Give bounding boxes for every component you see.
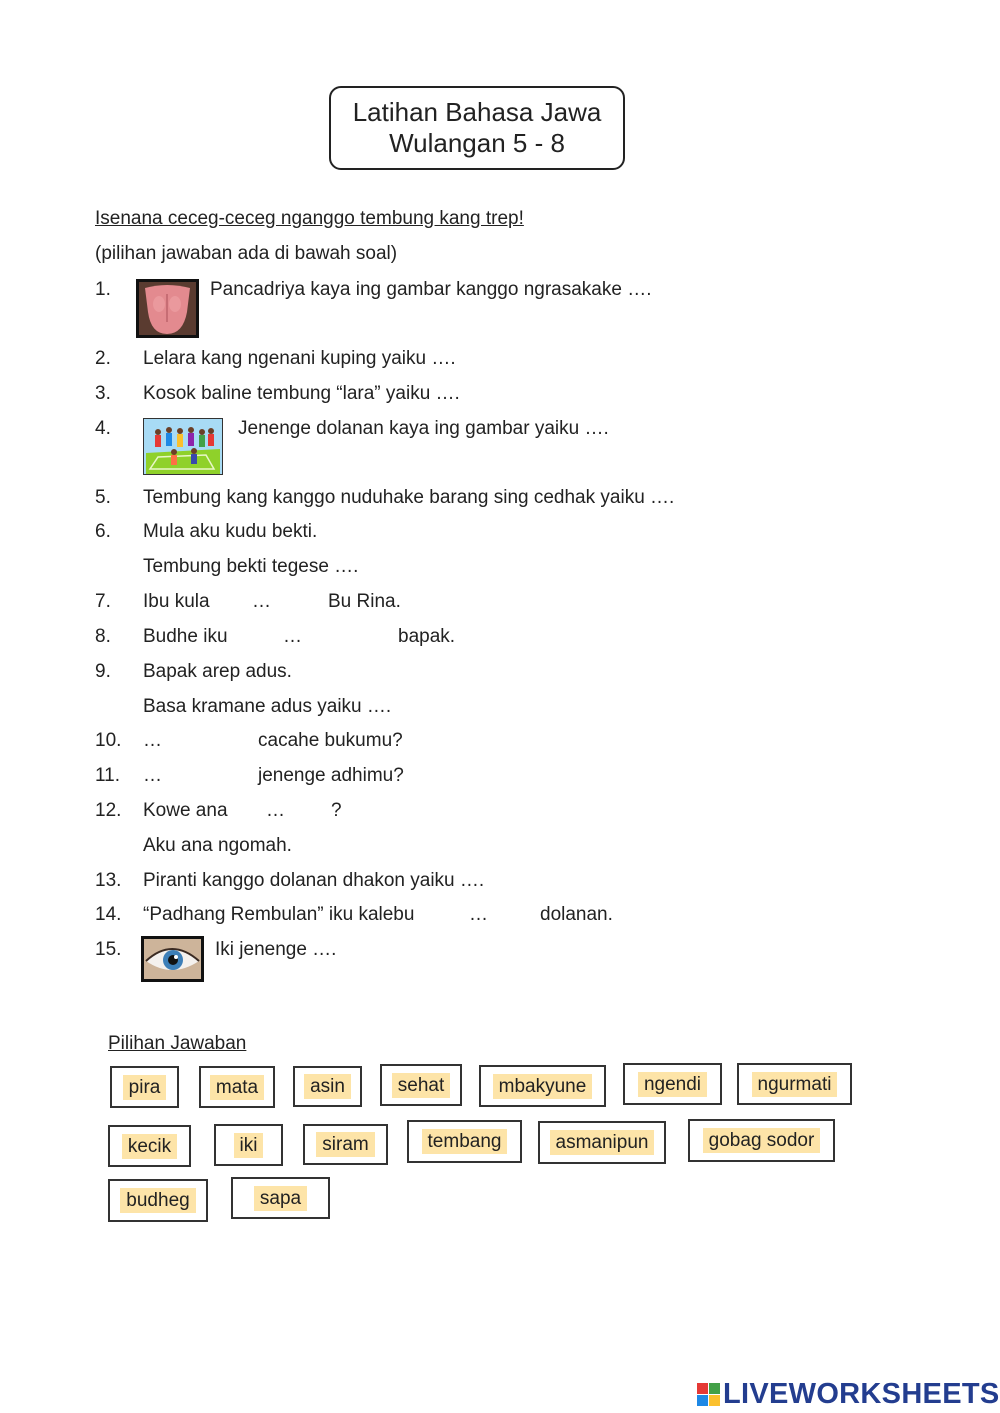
question-text: Lelara kang ngenani kuping yaiku …. [143, 348, 456, 369]
answer-option[interactable]: iki [214, 1124, 283, 1166]
question-text: cacahe bukumu? [258, 730, 403, 751]
answer-option[interactable]: kecik [108, 1125, 191, 1167]
question-text: Pancadriya kaya ing gambar kanggo ngrasakake …. [210, 279, 652, 300]
answer-blank[interactable]: … [143, 765, 162, 786]
answer-option[interactable]: budheg [108, 1179, 208, 1222]
question-number: 5. [95, 487, 111, 508]
answer-option[interactable]: sapa [231, 1177, 330, 1219]
answer-option[interactable]: siram [303, 1124, 388, 1165]
question-text: Bu Rina. [328, 591, 401, 612]
answer-option[interactable]: pira [110, 1066, 179, 1108]
question-number: 14. [95, 904, 122, 925]
question-text: Mula aku kudu bekti. [143, 521, 318, 542]
question-number: 9. [95, 661, 111, 682]
question-text-continued: Aku ana ngomah. [143, 835, 292, 856]
question-text: Kowe ana [143, 800, 228, 821]
question-text: Ibu kula [143, 591, 210, 612]
question-text: ? [331, 800, 342, 821]
question-text: Bapak arep adus. [143, 661, 292, 682]
answer-option[interactable]: asin [293, 1066, 362, 1107]
worksheet-title: Latihan Bahasa Jawa [352, 97, 602, 127]
question-text: dolanan. [540, 904, 613, 925]
answer-option[interactable]: mbakyune [479, 1065, 606, 1107]
question-number: 2. [95, 348, 111, 369]
answer-option[interactable]: mata [199, 1066, 275, 1108]
liveworksheets-logo [697, 1378, 1000, 1411]
question-number: 11. [95, 765, 121, 786]
question-text: Budhe iku [143, 626, 228, 647]
question-number: 3. [95, 383, 111, 404]
question-number: 4. [95, 418, 111, 439]
logo-text: LIVEWORKSHEETS [723, 1378, 1000, 1410]
logo-mark-icon [697, 1383, 721, 1407]
question-number: 1. [95, 279, 111, 300]
answer-option[interactable]: gobag sodor [688, 1119, 835, 1162]
instruction-text: Isenana ceceg-ceceg nganggo tembung kang trep! [95, 208, 524, 229]
answer-option[interactable]: sehat [380, 1064, 462, 1106]
question-text: Piranti kanggo dolanan dhakon yaiku …. [143, 870, 485, 891]
answer-blank[interactable]: … [283, 626, 302, 647]
question-text: “Padhang Rembulan” iku kalebu [143, 904, 415, 925]
question-text-continued: Tembung bekti tegese …. [143, 556, 359, 577]
question-text-continued: Basa kramane adus yaiku …. [143, 696, 392, 717]
question-number: 10. [95, 730, 122, 751]
instruction-note: (pilihan jawaban ada di bawah soal) [95, 243, 398, 264]
question-number: 7. [95, 591, 111, 612]
question-number: 6. [95, 521, 111, 542]
eye-image [141, 936, 204, 982]
answer-option[interactable]: ngurmati [737, 1063, 852, 1105]
answer-option[interactable]: asmanipun [538, 1121, 666, 1164]
question-text: Tembung kang kanggo nuduhake barang sing cedhak yaiku …. [143, 487, 675, 508]
question-number: 8. [95, 626, 111, 647]
question-text: jenenge adhimu? [258, 765, 404, 786]
tongue-image [136, 279, 199, 338]
question-number: 15. [95, 939, 122, 960]
answer-option[interactable]: tembang [407, 1120, 522, 1163]
answer-blank[interactable]: … [252, 591, 271, 612]
question-text: Jenenge dolanan kaya ing gambar yaiku …. [238, 418, 609, 439]
answer-blank[interactable]: … [266, 800, 285, 821]
question-text: bapak. [398, 626, 456, 647]
question-text: Iki jenenge …. [215, 939, 337, 960]
answer-option[interactable]: ngendi [623, 1063, 722, 1105]
worksheet-title-box [329, 86, 625, 170]
worksheet-subtitle: Wulangan 5 - 8 [389, 128, 565, 158]
answer-blank[interactable]: … [469, 904, 488, 925]
question-number: 13. [95, 870, 122, 891]
question-number: 12. [95, 800, 122, 821]
answer-blank[interactable]: … [143, 730, 162, 751]
question-text: Kosok baline tembung “lara” yaiku …. [143, 383, 460, 404]
children-game-image [143, 418, 223, 475]
answer-bank-title: Pilihan Jawaban [108, 1033, 247, 1054]
